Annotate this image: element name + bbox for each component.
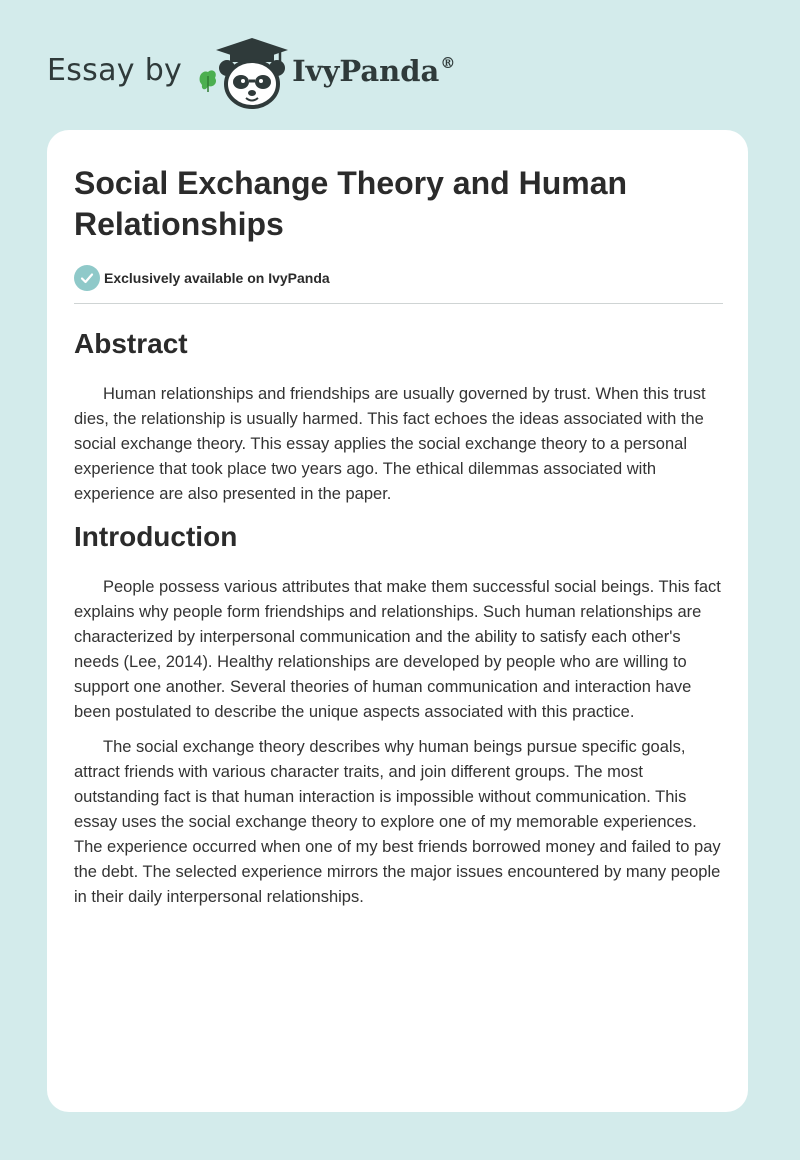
exclusive-badge-text: Exclusively available on IvyPanda xyxy=(104,270,330,286)
registered-mark: ® xyxy=(440,54,456,72)
exclusive-badge xyxy=(74,264,724,292)
checkmark-icon xyxy=(74,265,100,291)
essay-card xyxy=(47,130,748,1112)
essay-by-label: Essay by xyxy=(47,52,183,88)
title-divider xyxy=(74,303,723,304)
site-header xyxy=(47,36,455,110)
brand-name[interactable]: IvyPanda® xyxy=(292,54,456,88)
panda-graduate-logo-icon[interactable] xyxy=(196,36,288,110)
abstract-paragraph: Human relationships and friendships are usually governed by trust. When this trust dies, the relationship is usually harmed. This fact echoes the ideas associated with the social exchange theory. This essay applies the social exchange theory to a personal experience that took place two years ago. The ethical dilemmas associated with experience are also presented in the paper. xyxy=(74,385,706,503)
introduction-section xyxy=(74,519,724,910)
section-heading-introduction: Introduction xyxy=(74,521,238,552)
essay-content xyxy=(74,163,724,910)
section-heading-abstract: Abstract xyxy=(74,328,188,359)
introduction-paragraph-1: People possess various attributes that make them successful social beings. This fact explains why people form friendships and relationships. Such human relationships are characterized by interpersonal communication and the ability to satisfy each other's needs (Lee, 2014). Healthy relationships are developed by people who are willing to support one another. Several theories of human communication and interaction have been postulated to describe the unique aspects associated with this practice. xyxy=(74,578,721,721)
introduction-paragraph-2: The social exchange theory describes why human beings pursue specific goals, attract friends with various character traits, and join different groups. The most outstanding fact is that human interaction is impossible without communication. This essay uses the social exchange theory to explore one of my memorable experiences. The experience occurred when one of my best friends borrowed money and failed to pay the debt. The selected experience mirrors the major issues encountered by many people in their daily interpersonal relationships. xyxy=(74,738,721,906)
essay-title: Social Exchange Theory and Human Relationships xyxy=(74,165,628,242)
abstract-section xyxy=(74,326,724,507)
